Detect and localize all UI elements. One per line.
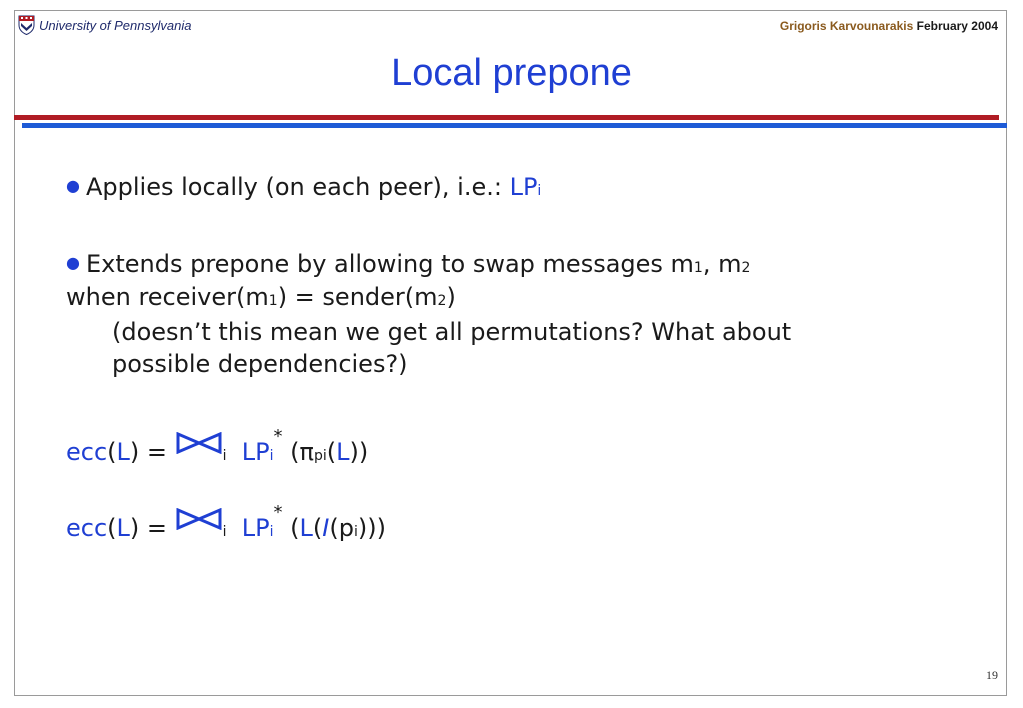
- note-line-1: (doesn’t this mean we get all permutations? What about: [112, 318, 792, 346]
- eq1-star: *: [273, 426, 283, 447]
- bullet-extends-prepone: [66, 250, 750, 278]
- eq1-open-paren: (: [107, 438, 117, 466]
- eq1-ecc: ecc: [66, 438, 108, 466]
- bullet2-line1-b: , m: [702, 250, 742, 278]
- eq1-close: )): [349, 438, 369, 466]
- equation-1: ecc(L) = i LPi* (πpi(L)): [66, 426, 369, 466]
- eq1-p-sub: i: [322, 448, 327, 464]
- eq2-p: p: [338, 514, 354, 542]
- bullet2-continuation: [66, 283, 456, 311]
- eq2-star: *: [273, 502, 283, 523]
- slide-title: Local prepone: [391, 52, 632, 94]
- bullet-applies-locally: [66, 173, 541, 201]
- bullet1-lp-sub: i: [537, 183, 542, 199]
- eq2-ecc: ecc: [66, 514, 108, 542]
- university-name: University of Pennsylvania: [39, 17, 192, 33]
- eq2-L2: L: [299, 514, 313, 542]
- note-line-2: possible dependencies?): [112, 350, 408, 378]
- bullet2-line2-b: ) = sender(m: [277, 283, 438, 311]
- bullet2-line1-a: Extends prepone by allowing to swap messages m: [85, 250, 694, 278]
- page-number: 19: [986, 668, 998, 682]
- bullet2-line2-a: when receiver(m: [66, 283, 269, 311]
- eq1-pi: π: [299, 438, 314, 466]
- eq1-lp-sub: i: [269, 448, 274, 464]
- natural-join-icon: [175, 432, 223, 454]
- bullet2-line1-sub2: 2: [741, 260, 751, 276]
- eq1-p: p: [313, 448, 323, 464]
- eq2-equals: ) =: [129, 514, 175, 542]
- eq2-p-sub: i: [353, 524, 358, 540]
- eq2-L: L: [116, 514, 130, 542]
- bullet1-lp: LP: [509, 173, 538, 201]
- eq1-L: L: [116, 438, 130, 466]
- presentation-date: February 2004: [916, 19, 998, 33]
- eq2-open-paren: (: [107, 514, 117, 542]
- equation-2: ecc(L) = i LPi* (L(I(pi))): [66, 502, 386, 542]
- bullet1-text: Applies locally (on each peer), i.e.:: [85, 173, 510, 201]
- author-name: Grigoris Karvounarakis: [779, 19, 914, 33]
- eq1-L2: L: [336, 438, 350, 466]
- eq2-lp: LP: [241, 514, 270, 542]
- eq1-equals: ) =: [129, 438, 175, 466]
- bullet2-line2-sub2: 2: [437, 293, 447, 309]
- eq1-lp: LP: [241, 438, 270, 466]
- bullet2-line2-c: ): [446, 283, 456, 311]
- bullet2-line1-sub1: 1: [693, 260, 703, 276]
- eq1-join-sub: i: [222, 448, 227, 464]
- bullet-dot-icon: ●: [66, 253, 80, 272]
- eq2-join-sub: i: [222, 524, 227, 540]
- eq2-I: I: [322, 514, 330, 542]
- eq2-lp-sub: i: [269, 524, 274, 540]
- bullet-dot-icon: ●: [66, 176, 80, 195]
- bullet2-line2-sub1: 1: [268, 293, 278, 309]
- natural-join-icon: [175, 508, 223, 530]
- eq2-close: ))): [357, 514, 386, 542]
